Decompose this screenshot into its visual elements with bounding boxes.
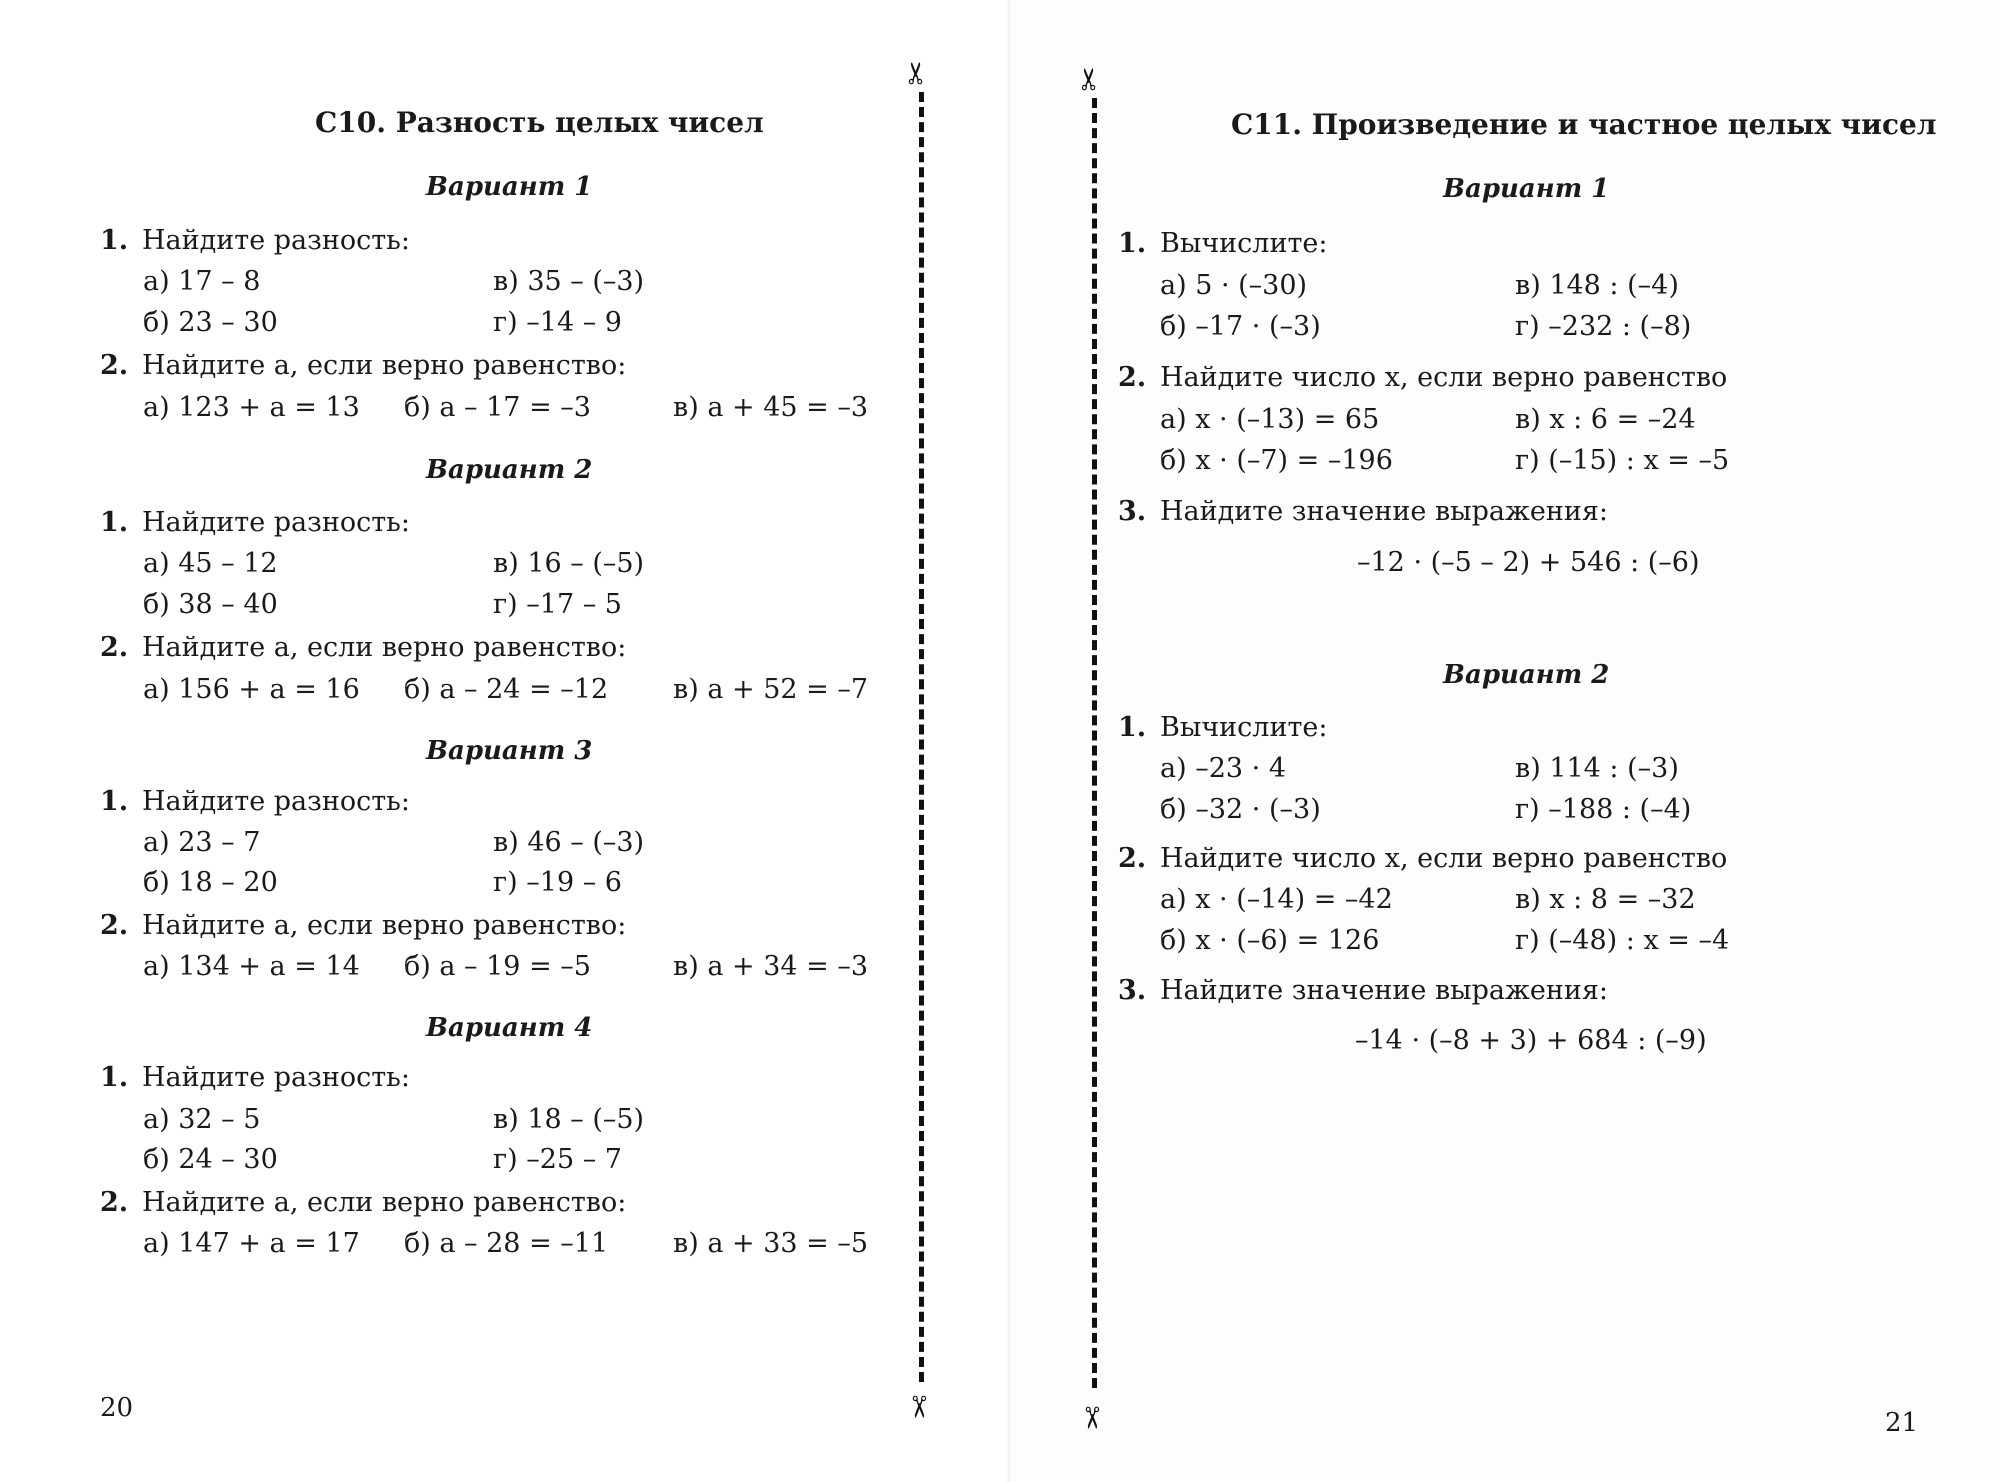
task-1 <box>1118 712 1327 743</box>
scissors-icon: ✂ <box>899 60 935 86</box>
task-item: в) x : 6 = –24 <box>1515 404 1696 435</box>
task-item: в) 16 – (–5) <box>493 548 645 579</box>
task-number: 3. <box>1118 975 1147 1006</box>
task-item: в) a + 34 = –3 <box>673 951 869 982</box>
page-title: С11. Произведение и частное целых чисел <box>1231 108 1937 141</box>
task-item: в) 148 : (–4) <box>1515 270 1679 301</box>
task-1 <box>1118 228 1327 259</box>
page-title: С10. Разность целых чисел <box>315 106 764 139</box>
task-item: г) –19 – 6 <box>493 867 622 898</box>
variant-heading: Вариант 4 <box>426 1013 593 1043</box>
task-number: 1. <box>1118 228 1147 259</box>
task-item: г) –14 – 9 <box>493 307 622 338</box>
task-item: б) a – 19 = –5 <box>404 951 591 982</box>
task-1 <box>100 786 410 817</box>
task-2 <box>100 910 626 941</box>
task-item: в) 114 : (–3) <box>1515 753 1679 784</box>
task-item: а) 17 – 8 <box>143 266 261 297</box>
task-text: Найдите разность: <box>142 507 410 538</box>
task-number: 2. <box>100 350 129 381</box>
expression: –14 · (–8 + 3) + 684 : (–9) <box>1355 1025 1707 1056</box>
task-text: Найдите a, если верно равенство: <box>142 910 627 941</box>
task-3 <box>1118 496 1608 527</box>
variant-heading: Вариант 3 <box>426 736 593 766</box>
task-2 <box>100 1187 626 1218</box>
task-2 <box>100 350 626 381</box>
task-item: б) a – 24 = –12 <box>404 674 609 705</box>
task-text: Найдите разность: <box>142 1062 410 1093</box>
task-item: г) –232 : (–8) <box>1515 311 1692 342</box>
task-item: в) 35 – (–3) <box>493 266 645 297</box>
task-item: г) –25 – 7 <box>493 1144 622 1175</box>
task-text: Найдите a, если верно равенство: <box>142 350 627 381</box>
variant-heading: Вариант 2 <box>1443 660 1610 690</box>
task-2 <box>1118 362 1727 393</box>
task-item: б) 23 – 30 <box>143 307 278 338</box>
task-number: 1. <box>100 507 129 538</box>
task-number: 2. <box>1118 362 1147 393</box>
task-text: Найдите число x, если верно равенство <box>1160 362 1728 393</box>
task-item: б) x · (–6) = 126 <box>1160 925 1380 956</box>
variant-heading: Вариант 2 <box>426 455 593 485</box>
task-number: 2. <box>100 632 129 663</box>
task-number: 2. <box>100 910 129 941</box>
task-item: г) –17 – 5 <box>493 589 622 620</box>
task-item: г) –188 : (–4) <box>1515 794 1692 825</box>
task-item: г) (–48) : x = –4 <box>1515 925 1730 956</box>
task-item: б) x · (–7) = –196 <box>1160 445 1393 476</box>
task-item: а) x · (–13) = 65 <box>1160 404 1380 435</box>
right-page <box>1010 0 2000 1482</box>
task-1 <box>100 225 410 256</box>
task-item: а) –23 · 4 <box>1160 753 1286 784</box>
task-item: а) 147 + a = 17 <box>143 1228 360 1259</box>
scissors-icon: ✂ <box>1072 66 1108 92</box>
task-text: Найдите разность: <box>142 786 410 817</box>
task-3 <box>1118 975 1608 1006</box>
task-item: а) 123 + a = 13 <box>143 392 360 423</box>
task-item: б) 18 – 20 <box>143 867 278 898</box>
task-item: в) a + 33 = –5 <box>673 1228 869 1259</box>
task-number: 1. <box>100 1062 129 1093</box>
task-2 <box>1118 843 1727 874</box>
task-item: а) 32 – 5 <box>143 1104 261 1135</box>
task-1 <box>100 507 410 538</box>
task-number: 3. <box>1118 496 1147 527</box>
page-number: 21 <box>1885 1408 1919 1438</box>
task-number: 1. <box>100 225 129 256</box>
task-text: Вычислите: <box>1160 712 1328 743</box>
task-number: 1. <box>100 786 129 817</box>
task-number: 1. <box>1118 712 1147 743</box>
task-number: 2. <box>1118 843 1147 874</box>
scissors-icon: ✂ <box>900 1394 936 1420</box>
task-item: в) x : 8 = –32 <box>1515 884 1696 915</box>
scissors-icon: ✂ <box>1073 1405 1109 1431</box>
task-item: в) 18 – (–5) <box>493 1104 645 1135</box>
cut-line <box>1092 98 1097 1388</box>
task-number: 2. <box>100 1187 129 1218</box>
task-item: а) 156 + a = 16 <box>143 674 360 705</box>
expression: –12 · (–5 – 2) + 546 : (–6) <box>1357 547 1700 578</box>
task-text: Найдите значение выражения: <box>1160 496 1608 527</box>
task-item: в) a + 45 = –3 <box>673 392 869 423</box>
task-item: а) 134 + a = 14 <box>143 951 360 982</box>
task-item: б) a – 28 = –11 <box>404 1228 609 1259</box>
task-item: б) a – 17 = –3 <box>404 392 591 423</box>
task-item: а) 45 – 12 <box>143 548 278 579</box>
task-item: б) 38 – 40 <box>143 589 278 620</box>
task-text: Найдите разность: <box>142 225 410 256</box>
variant-heading: Вариант 1 <box>426 172 593 202</box>
task-1 <box>100 1062 410 1093</box>
task-text: Найдите число x, если верно равенство <box>1160 843 1728 874</box>
task-item: в) 46 – (–3) <box>493 827 645 858</box>
task-item: а) x · (–14) = –42 <box>1160 884 1393 915</box>
task-text: Найдите a, если верно равенство: <box>142 1187 627 1218</box>
task-item: б) –17 · (–3) <box>1160 311 1321 342</box>
variant-heading: Вариант 1 <box>1443 174 1610 204</box>
task-item: б) –32 · (–3) <box>1160 794 1321 825</box>
task-item: г) (–15) : x = –5 <box>1515 445 1730 476</box>
task-item: а) 5 · (–30) <box>1160 270 1308 301</box>
task-2 <box>100 632 626 663</box>
task-text: Найдите значение выражения: <box>1160 975 1608 1006</box>
task-item: в) a + 52 = –7 <box>673 674 869 705</box>
task-item: а) 23 – 7 <box>143 827 261 858</box>
task-text: Вычислите: <box>1160 228 1328 259</box>
cut-line <box>919 92 924 1382</box>
task-text: Найдите a, если верно равенство: <box>142 632 627 663</box>
page-number: 20 <box>100 1393 134 1423</box>
task-item: б) 24 – 30 <box>143 1144 278 1175</box>
